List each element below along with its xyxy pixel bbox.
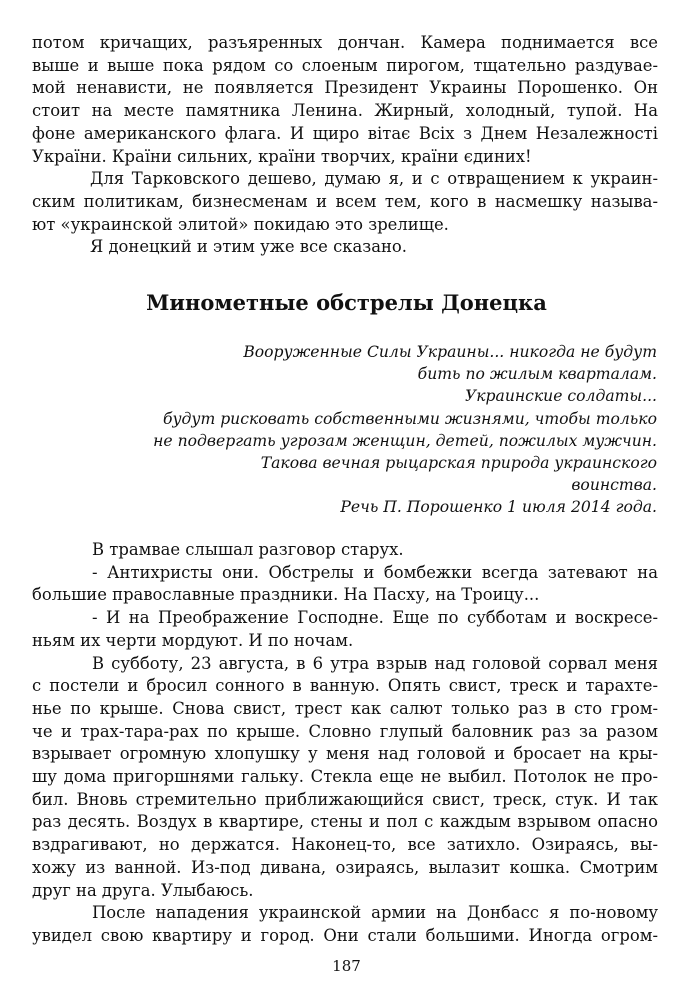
text-line: хожу из ванной. Из-под дивана, озираясь, вылазит кошка. Смотрим — [32, 857, 658, 877]
text-line: взрывает огромную хлопушку у меня над головой и бросает на кры- — [32, 744, 658, 764]
epigraph — [97, 341, 657, 519]
epigraph-line: будут рисковать собственными жизнями, чтобы только — [162, 409, 657, 428]
text-line: фоне американского флага. И щиро вітає Всіх з Днем Незалежності — [32, 123, 658, 143]
text-block-top — [32, 32, 658, 259]
text-line: После нападения украинской армии на Донбасс я по-новому — [92, 903, 658, 923]
text-line: бил. Вновь стремительно приближающийся свист, треск, стук. И так — [32, 789, 658, 809]
epigraph-line: не подвергать угрозам женщин, детей, пожилых мужчин. — [153, 431, 657, 450]
epigraph-line: бить по жилым кварталам. — [417, 365, 657, 384]
epigraph-line: Такова вечная рыцарская природа украинского — [260, 454, 657, 473]
text-line: раз десять. Воздух в квартире, стены и пол с каждым взрывом опасно — [32, 812, 658, 832]
epigraph-line: воинства. — [571, 476, 657, 495]
text-line: нье по крыше. Снова свист, трест как салют только раз в сто гром- — [32, 698, 658, 718]
epigraph-line: Речь П. Порошенко 1 июля 2014 года. — [340, 498, 657, 517]
text-line: ют «украинской элитой» покидаю это зрелище. — [32, 214, 449, 234]
text-line: потом кричащих, разъяренных дончан. Камера поднимается все — [32, 33, 658, 52]
text-line: увидел свою квартиру и город. Они стали большими. Иногда огром- — [32, 925, 658, 945]
text-line: - Антихристы они. Обстрелы и бомбежки всегда затевают на — [92, 562, 658, 582]
text-block-bottom — [32, 539, 658, 948]
text-line: большие православные праздники. На Пасху, на Троицу... — [32, 585, 540, 605]
text-line: стоит на месте памятника Ленина. Жирный, холодный, тупой. На — [32, 101, 658, 121]
text-line: В трамвае слышал разговор старух. — [92, 540, 404, 559]
text-line: В субботу, 23 августа, в 6 утра взрыв над головой сорвал меня — [92, 653, 658, 673]
text-line: ньям их черти мордуют. И по ночам. — [32, 630, 354, 650]
page-number: 187 — [332, 957, 361, 975]
text-line: выше и выше пока рядом со слоеным пирогом, тщательно раздувае- — [32, 55, 658, 75]
text-line: друг на друга. Улыбаюсь. — [32, 880, 254, 900]
text-line: ским политикам, бизнесменам и всем тем, кого в насмешку называ- — [32, 191, 658, 211]
text-line: вздрагивают, но держатся. Наконец-то, все затихло. Озираясь, вы- — [32, 835, 658, 855]
epigraph-line: Украинские солдаты... — [464, 387, 657, 406]
text-line: України. Країни сильних, країни творчих, країни єдиних! — [32, 146, 532, 166]
text-line: Я донецкий и этим уже все сказано. — [90, 237, 408, 257]
text-line: мой ненависти, не появляется Президент Украины Порошенко. Он — [32, 78, 658, 98]
text-line: Для Тарковского дешево, думаю я, и с отвращением к украин- — [90, 169, 658, 189]
text-line: - И на Преображение Господне. Еще по субботам и воскресе- — [92, 608, 658, 628]
text-line: с постели и бросил сонного в ванную. Опять свист, треск и тарахте- — [32, 676, 658, 696]
epigraph-line: Вооруженные Силы Украины... никогда не будут — [243, 343, 657, 361]
text-line: шу дома пригоршнями гальку. Стекла еще не выбил. Потолок не про- — [32, 767, 658, 787]
text-line: че и трах-тара-рах по крыше. Словно глупый баловник раз за разом — [32, 721, 658, 741]
section-heading: Минометные обстрелы Донецка — [146, 290, 547, 315]
